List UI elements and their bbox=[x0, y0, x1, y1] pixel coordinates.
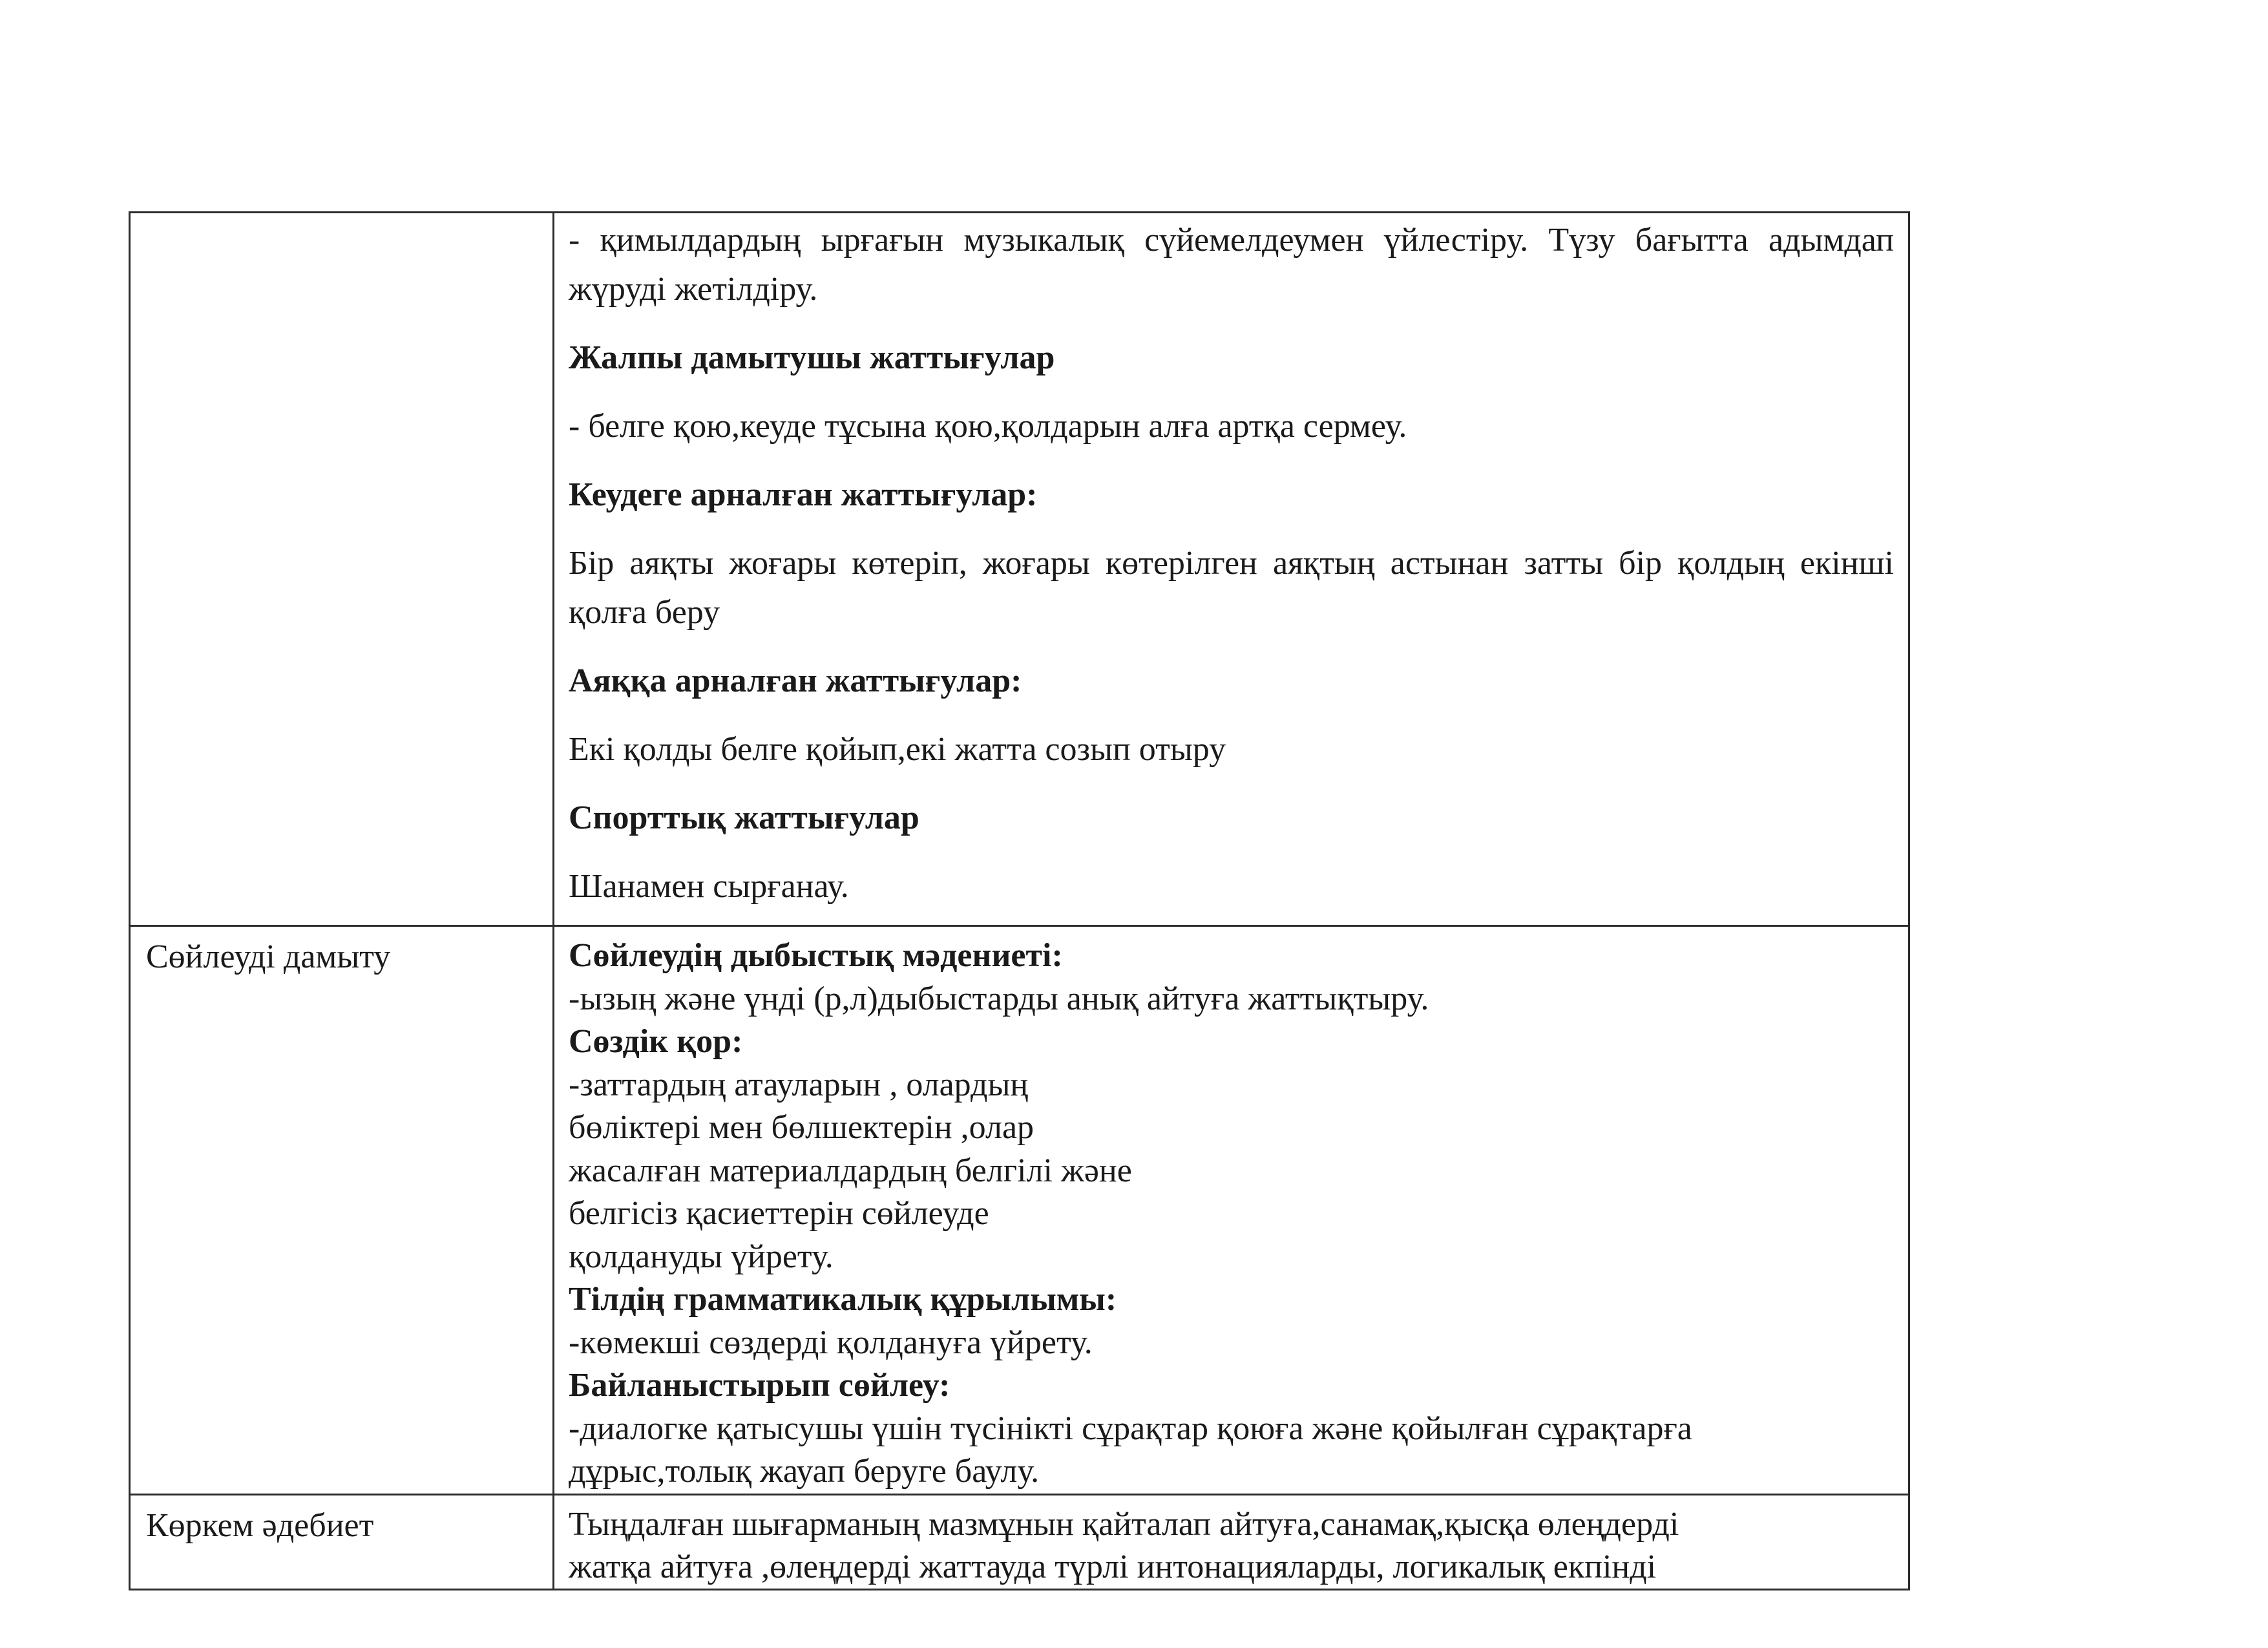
content-line: бөліктері мен бөлшектерін ,олар bbox=[569, 1109, 1034, 1146]
table-row bbox=[130, 926, 1909, 1495]
row-label-cell bbox=[130, 926, 554, 1495]
content-line: -диалогке қатысушы үшін түсінікті сұрақтар қоюға және қойылған сұрақтарға bbox=[569, 1410, 1692, 1447]
section-heading: Сөздік қор: bbox=[569, 1023, 743, 1060]
row-label-cell bbox=[130, 213, 554, 926]
section-heading: Кеудеге арналған жаттығулар: bbox=[569, 476, 1038, 513]
section-heading: Сөйлеудің дыбыстық мәдениеті: bbox=[569, 937, 1063, 974]
row-content-cell bbox=[554, 926, 1909, 1495]
content-paragraph: - қимылдардың ырғағын музыкалық сүйемелдеумен үйлестіру. Түзу бағытта адымдап жүруді жетілдіру. bbox=[569, 222, 1894, 308]
content-line: қолдануды үйрету. bbox=[569, 1238, 834, 1275]
content-line: дұрыс,толық жауап беруге баулу. bbox=[569, 1453, 1040, 1490]
content-line: Тыңдалған шығарманың мазмұнын қайталап айтуға,санамақ,қысқа өлеңдерді bbox=[569, 1505, 1679, 1543]
content-line: -көмекші сөздерді қолдануға үйрету. bbox=[569, 1324, 1093, 1361]
content-line: -заттардың атауларын , олардың bbox=[569, 1066, 1029, 1103]
row-label bbox=[131, 213, 552, 222]
section-heading: Тілдің грамматикалық құрылымы: bbox=[569, 1281, 1117, 1318]
table-row bbox=[130, 213, 1909, 926]
content-paragraph: Бір аяқты жоғары көтеріп, жоғары көтерілген аяқтың астынан затты бір қолдың екінші қолға беру bbox=[569, 545, 1894, 631]
section-heading: Байланыстырып сөйлеу: bbox=[569, 1367, 950, 1404]
content-line: жатқа айтуға ,өлеңдерді жаттауда түрлі интонацияларды, логикалық екпінді bbox=[569, 1548, 1657, 1585]
content-line: -ызың және үнді (р,л)дыбыстарды анық айтуға жаттықтыру. bbox=[569, 980, 1429, 1017]
section-heading: Аяққа арналған жаттығулар: bbox=[569, 662, 1022, 699]
content-paragraph: Шанамен сырғанау. bbox=[569, 868, 849, 905]
row-content-cell bbox=[554, 1494, 1909, 1589]
row-content-cell bbox=[554, 213, 1909, 926]
table-row bbox=[130, 1494, 1909, 1589]
content-paragraph: Екі қолды белге қойып,екі жатта созып отыру bbox=[569, 731, 1226, 768]
section-heading: Спорттық жаттығулар bbox=[569, 799, 919, 836]
content-line: белгісіз қасиеттерін сөйлеуде bbox=[569, 1195, 989, 1232]
section-heading: Жалпы дамытушы жаттығулар bbox=[569, 339, 1055, 376]
content-paragraph: - белге қою,кеуде тұсына қою,қолдарын алға артқа сермеу. bbox=[569, 408, 1407, 445]
curriculum-table bbox=[129, 211, 1910, 1590]
row-label-cell bbox=[130, 1494, 554, 1589]
row-label: Сөйлеуді дамыту bbox=[146, 938, 391, 975]
content-line: жасалған материалдардың белгілі және bbox=[569, 1152, 1132, 1189]
row-label: Көркем әдебиет bbox=[146, 1506, 374, 1544]
